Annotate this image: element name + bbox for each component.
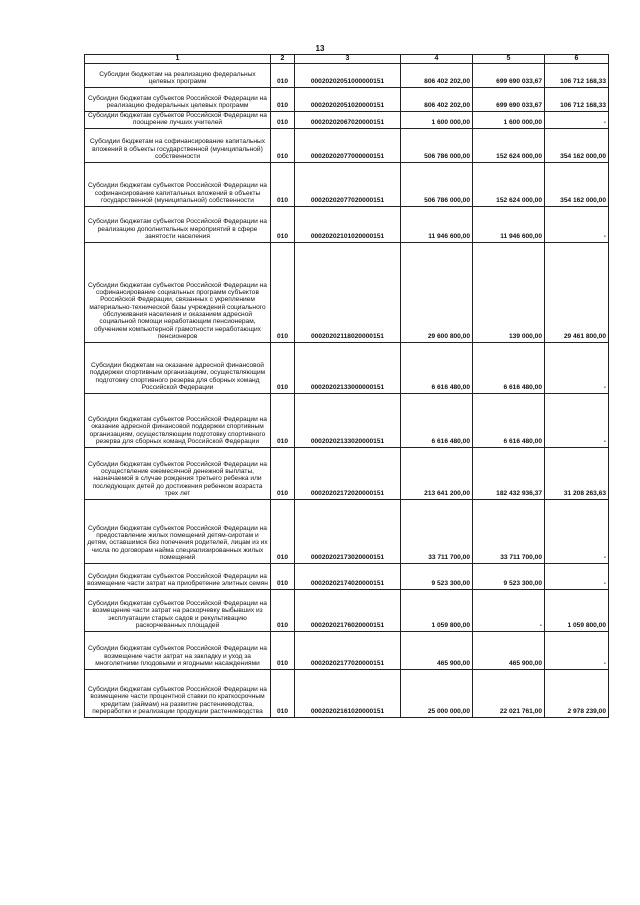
row-executed-amount: -	[473, 589, 545, 631]
table-row	[85, 206, 609, 242]
row-remaining-amount: -	[545, 499, 609, 563]
table-row	[85, 447, 609, 499]
row-code: 010	[271, 111, 295, 128]
row-remaining-amount: 2 978 239,00	[545, 669, 609, 717]
row-code: 010	[271, 162, 295, 206]
row-plan-amount: 806 402 202,00	[401, 87, 473, 111]
row-kbk: 00020202133020000151	[295, 393, 401, 447]
row-plan-amount: 33 711 700,00	[401, 499, 473, 563]
row-name: Субсидии бюджетам на софинансирование капитальных вложений в объекты государственной (муниципальной) собственности	[85, 128, 271, 162]
row-plan-amount: 6 616 480,00	[401, 393, 473, 447]
row-kbk: 00020202133000000151	[295, 342, 401, 393]
table-row	[85, 589, 609, 631]
row-remaining-amount: 29 461 800,00	[545, 242, 609, 342]
row-plan-amount: 213 641 200,00	[401, 447, 473, 499]
row-remaining-amount: 31 208 263,63	[545, 447, 609, 499]
header-col-2: 2	[271, 55, 295, 64]
row-name: Субсидии бюджетам субъектов Российской Федерации на софинансирование социальных программ субъектов Российской Федерации, связанных с укреплением материально-технической базы учреждений социального обслуживания населения и оказанием адресной социальной помощи неработающим пенсионерам, обучением компьютерной грамотности неработающих пенсионеров	[85, 242, 271, 342]
row-code: 010	[271, 499, 295, 563]
table-row	[85, 87, 609, 111]
row-code: 010	[271, 87, 295, 111]
row-kbk: 00020202176020000151	[295, 589, 401, 631]
row-kbk: 00020202172020000151	[295, 447, 401, 499]
row-name: Субсидии бюджетам субъектов Российской Федерации на предоставление жилых помещений детям-сиротам и детям, оставшимся без попечения родителей, лицам из их числа по договорам найма специализированных жилых помещений	[85, 499, 271, 563]
header-col-6: 6	[545, 55, 609, 64]
row-kbk: 00020202161020000151	[295, 669, 401, 717]
row-remaining-amount: 106 712 168,33	[545, 63, 609, 87]
row-name: Субсидии бюджетам на оказание адресной финансовой поддержки спортивным организациям, осуществляющим подготовку спортивного резерва для сборных команд Российской Федерации	[85, 342, 271, 393]
budget-table	[84, 54, 609, 718]
row-code: 010	[271, 206, 295, 242]
row-code: 010	[271, 631, 295, 669]
row-executed-amount: 699 690 033,67	[473, 63, 545, 87]
row-code: 010	[271, 342, 295, 393]
row-executed-amount: 699 690 033,67	[473, 87, 545, 111]
row-executed-amount: 6 616 480,00	[473, 393, 545, 447]
row-name: Субсидии бюджетам субъектов Российской Федерации на возмещение части затрат на раскорчевку выбывших из эксплуатации старых садов и рекультивацию раскорчеванных площадей	[85, 589, 271, 631]
row-name: Субсидии бюджетам субъектов Российской Федерации на возмещение части процентной ставки по краткосрочным кредитам (займам) на развитие растениеводства, переработки и реализации продукции растениеводства	[85, 669, 271, 717]
row-kbk: 00020202077000000151	[295, 128, 401, 162]
table-row	[85, 342, 609, 393]
row-plan-amount: 11 946 600,00	[401, 206, 473, 242]
row-name: Субсидии бюджетам субъектов Российской Федерации на оказание адресной финансовой поддержки спортивным организациям, осуществляющим подготовку спортивного резерва для сборных команд Российской Федерации	[85, 393, 271, 447]
row-executed-amount: 152 624 000,00	[473, 128, 545, 162]
row-remaining-amount: 354 162 000,00	[545, 162, 609, 206]
row-code: 010	[271, 128, 295, 162]
header-row	[85, 55, 609, 64]
row-remaining-amount: -	[545, 563, 609, 589]
row-executed-amount: 139 000,00	[473, 242, 545, 342]
row-executed-amount: 182 432 936,37	[473, 447, 545, 499]
row-name: Субсидии бюджетам субъектов Российской Федерации на осуществление ежемесячной денежной выплаты, назначаемой в случае рождения третьего ребенка или последующих детей до достижения ребенком возраста трех лет	[85, 447, 271, 499]
row-remaining-amount: -	[545, 631, 609, 669]
row-kbk: 00020202067020000151	[295, 111, 401, 128]
row-code: 010	[271, 669, 295, 717]
row-plan-amount: 6 616 480,00	[401, 342, 473, 393]
row-code: 010	[271, 393, 295, 447]
row-remaining-amount: -	[545, 111, 609, 128]
table-row	[85, 631, 609, 669]
row-plan-amount: 9 523 300,00	[401, 563, 473, 589]
row-remaining-amount: -	[545, 393, 609, 447]
row-plan-amount: 25 000 000,00	[401, 669, 473, 717]
row-plan-amount: 506 786 000,00	[401, 162, 473, 206]
table-row	[85, 242, 609, 342]
row-name: Субсидии бюджетам субъектов Российской Федерации на возмещение части затрат на закладку и уход за многолетними плодовыми и ягодными насаждениями	[85, 631, 271, 669]
row-plan-amount: 1 059 800,00	[401, 589, 473, 631]
table-row	[85, 128, 609, 162]
table-row	[85, 669, 609, 717]
table-row	[85, 393, 609, 447]
table-row	[85, 499, 609, 563]
row-executed-amount: 6 616 480,00	[473, 342, 545, 393]
row-code: 010	[271, 63, 295, 87]
row-plan-amount: 806 402 202,00	[401, 63, 473, 87]
table-row	[85, 162, 609, 206]
row-code: 010	[271, 242, 295, 342]
row-plan-amount: 506 786 000,00	[401, 128, 473, 162]
row-executed-amount: 33 711 700,00	[473, 499, 545, 563]
row-executed-amount: 152 624 000,00	[473, 162, 545, 206]
table-body	[85, 63, 609, 717]
row-executed-amount: 9 523 300,00	[473, 563, 545, 589]
row-kbk: 00020202077020000151	[295, 162, 401, 206]
row-plan-amount: 465 900,00	[401, 631, 473, 669]
row-kbk: 00020202051000000151	[295, 63, 401, 87]
row-kbk: 00020202174020000151	[295, 563, 401, 589]
row-name: Субсидии бюджетам субъектов Российской Федерации на реализацию федеральных целевых программ	[85, 87, 271, 111]
row-executed-amount: 11 946 600,00	[473, 206, 545, 242]
row-executed-amount: 22 021 761,00	[473, 669, 545, 717]
row-code: 010	[271, 563, 295, 589]
header-col-1: 1	[85, 55, 271, 64]
header-col-4: 4	[401, 55, 473, 64]
table-row	[85, 563, 609, 589]
row-executed-amount: 1 600 000,00	[473, 111, 545, 128]
row-code: 010	[271, 447, 295, 499]
row-code: 010	[271, 589, 295, 631]
row-name: Субсидии бюджетам субъектов Российской Федерации на возмещение части затрат на приобретение элитных семян	[85, 563, 271, 589]
row-executed-amount: 465 900,00	[473, 631, 545, 669]
row-name: Субсидии бюджетам на реализацию федеральных целевых программ	[85, 63, 271, 87]
page-number: 13	[315, 44, 325, 53]
table-row	[85, 63, 609, 87]
header-col-5: 5	[473, 55, 545, 64]
row-kbk: 00020202118020000151	[295, 242, 401, 342]
row-kbk: 00020202101020000151	[295, 206, 401, 242]
row-plan-amount: 29 600 800,00	[401, 242, 473, 342]
row-name: Субсидии бюджетам субъектов Российской Федерации на поощрение лучших учителей	[85, 111, 271, 128]
header-col-3: 3	[295, 55, 401, 64]
row-kbk: 00020202051020000151	[295, 87, 401, 111]
row-kbk: 00020202173020000151	[295, 499, 401, 563]
row-remaining-amount: 354 162 000,00	[545, 128, 609, 162]
row-kbk: 00020202177020000151	[295, 631, 401, 669]
row-remaining-amount: -	[545, 342, 609, 393]
row-remaining-amount: 1 059 800,00	[545, 589, 609, 631]
row-remaining-amount: -	[545, 206, 609, 242]
table-row	[85, 111, 609, 128]
row-name: Субсидии бюджетам субъектов Российской Федерации на реализацию дополнительных мероприятий в сфере занятости населения	[85, 206, 271, 242]
row-remaining-amount: 106 712 168,33	[545, 87, 609, 111]
row-name: Субсидии бюджетам субъектов Российской Федерации на софинансирование капитальных вложений в объекты государственной (муниципальной) собственности	[85, 162, 271, 206]
row-plan-amount: 1 600 000,00	[401, 111, 473, 128]
